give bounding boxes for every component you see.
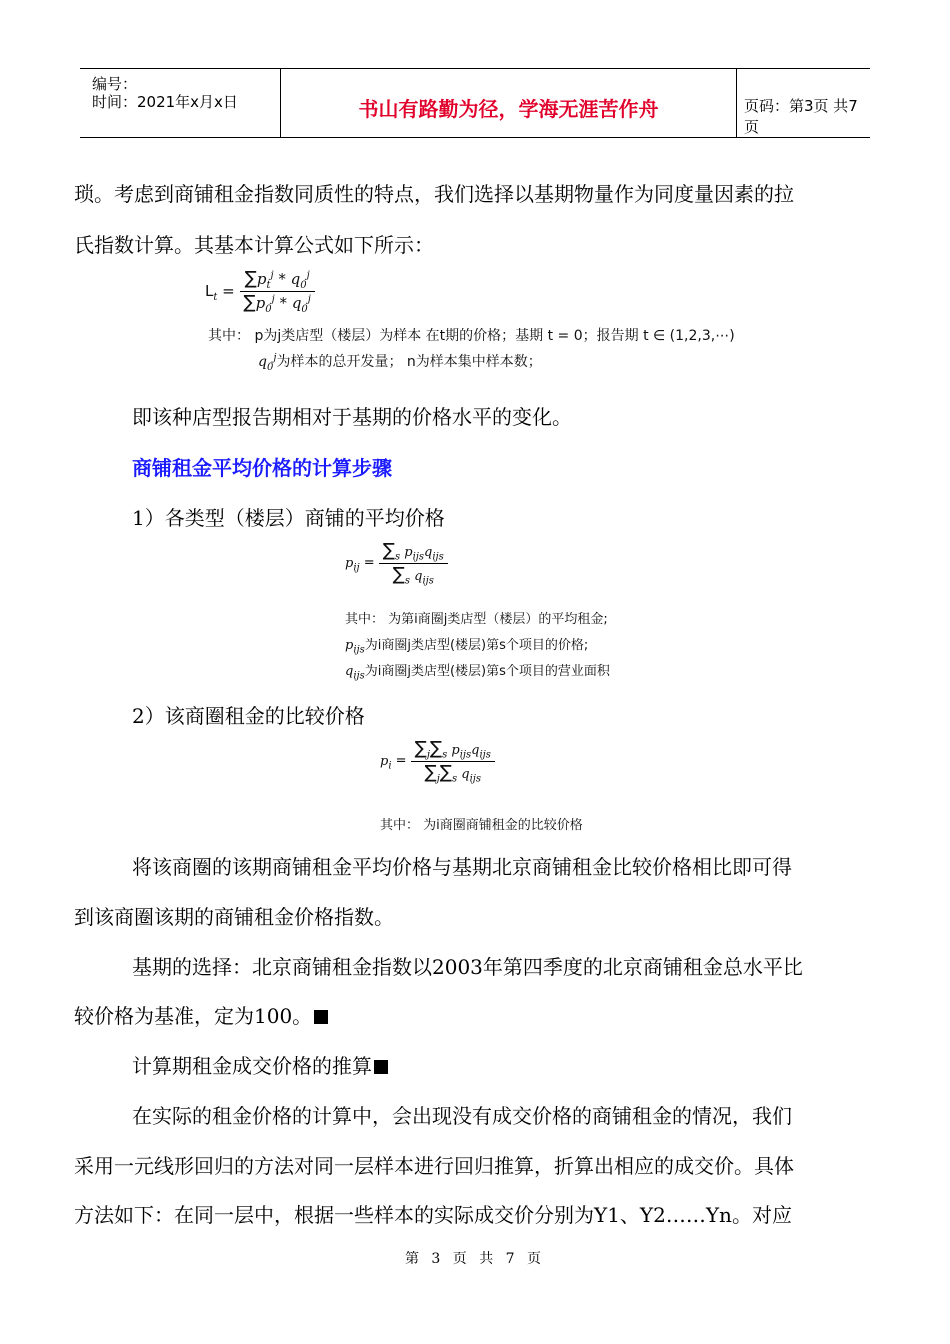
formula-note-text: 为样本的总开发量； n为样本集中样本数； bbox=[276, 354, 542, 370]
paragraph-text: 较价格为基准，定为100。 bbox=[74, 1004, 313, 1028]
section-title: 商铺租金平均价格的计算步骤 bbox=[132, 456, 392, 480]
paragraph-line: 方法如下：在同一层中，根据一些样本的实际成交价分别为Y1、Y2……Yn。对应 bbox=[74, 1203, 792, 1227]
formula-note: $p_{ijs}$为i商圈j类店型(楼层)第s个项目的价格; bbox=[345, 638, 589, 656]
header-motto: 书山有路勤为径，学海无涯苦作舟 bbox=[358, 97, 659, 121]
black-square-icon bbox=[374, 1060, 388, 1074]
formula-fraction: $\frac{\sum_s p_{ijs}q_{ijs}}{\sum_s q_{ijs}}$ bbox=[379, 540, 448, 586]
paragraph-line: 将该商圈的该期商铺租金平均价格与基期北京商铺租金比较价格相比即可得 bbox=[132, 855, 792, 879]
paragraph-line: 氏指数计算。其基本计算公式如下所示： bbox=[74, 233, 434, 257]
header-page-label: 页码：第3页 共7页 bbox=[744, 97, 858, 136]
document-time-label: 时间：2021年x月x日 bbox=[92, 93, 238, 111]
paragraph-line: 琐。考虑到商铺租金指数同质性的特点，我们选择以基期物量作为同度量因素的拉 bbox=[74, 182, 794, 206]
paragraph-line: 在实际的租金价格的计算中，会出现没有成交价格的商铺租金的情况，我们 bbox=[132, 1104, 792, 1128]
formula-note-text: 为i商圈j类店型(楼层)第s个项目的营业面积 bbox=[364, 664, 610, 679]
paragraph-line: 即该种店型报告期相对于基期的价格水平的变化。 bbox=[132, 405, 572, 429]
paragraph-line bbox=[74, 1004, 328, 1028]
formula-note: 其中： 为第i商圈j类店型（楼层）的平均租金; bbox=[345, 612, 608, 627]
formula-note: 其中： p为j类店型（楼层）为样本 在t期的价格；基期 t = 0；报告期 t ∈ (1,2,3,⋯) bbox=[208, 328, 735, 344]
formula-fraction: $\frac{\sum_j\sum_s p_{ijs}q_{ijs}}{\sum_j\sum_s q_{ijs}}$ bbox=[411, 738, 495, 784]
paragraph-line bbox=[132, 1054, 388, 1078]
laspeyres-formula: $L_t$ = $\frac{\sum p_t^j * q_0^j}{\sum p_0^j * q_0^j}$ bbox=[205, 268, 315, 315]
step-heading: 2）该商圈租金的比较价格 bbox=[132, 704, 365, 728]
black-square-icon bbox=[314, 1010, 328, 1024]
average-price-formula: $p_{ij}$ = $\frac{\sum_s p_{ijs}q_{ijs}}{\sum_s q_{ijs}}$ bbox=[345, 540, 448, 586]
header-page-cell bbox=[736, 69, 870, 137]
document-number-label: 编号： bbox=[92, 75, 138, 93]
header-motto-cell bbox=[280, 69, 737, 137]
paragraph-text: 计算期租金成交价格的推算 bbox=[132, 1054, 372, 1078]
page-footer: 第 3 页 共 7 页 bbox=[404, 1251, 546, 1267]
step-heading: 1）各类型（楼层）商铺的平均价格 bbox=[132, 506, 445, 530]
formula-note: 其中： 为i商圈商铺租金的比较价格 bbox=[380, 818, 583, 833]
paragraph-line: 到该商圈该期的商铺租金价格指数。 bbox=[74, 905, 394, 929]
formula-note: $q_{ijs}$为i商圈j类店型(楼层)第s个项目的营业面积 bbox=[345, 664, 610, 682]
formula-note: $q_0^j$为样本的总开发量； n为样本集中样本数； bbox=[258, 352, 542, 373]
formula-fraction: $\frac{\sum p_t^j * q_0^j}{\sum p_0^j * q_0^j}$ bbox=[240, 268, 315, 315]
document-header bbox=[80, 68, 870, 138]
paragraph-line: 基期的选择：北京商铺租金指数以2003年第四季度的北京商铺租金总水平比 bbox=[132, 955, 803, 979]
header-info-cell bbox=[80, 69, 280, 137]
paragraph-line: 采用一元线形回归的方法对同一层样本进行回归推算，折算出相应的成交价。具体 bbox=[74, 1154, 794, 1178]
formula-note-text: 为i商圈j类店型(楼层)第s个项目的价格; bbox=[364, 638, 589, 653]
comparison-price-formula: $p_i$ = $\frac{\sum_j\sum_s p_{ijs}q_{ijs}}{\sum_j\sum_s q_{ijs}}$ bbox=[380, 738, 495, 784]
